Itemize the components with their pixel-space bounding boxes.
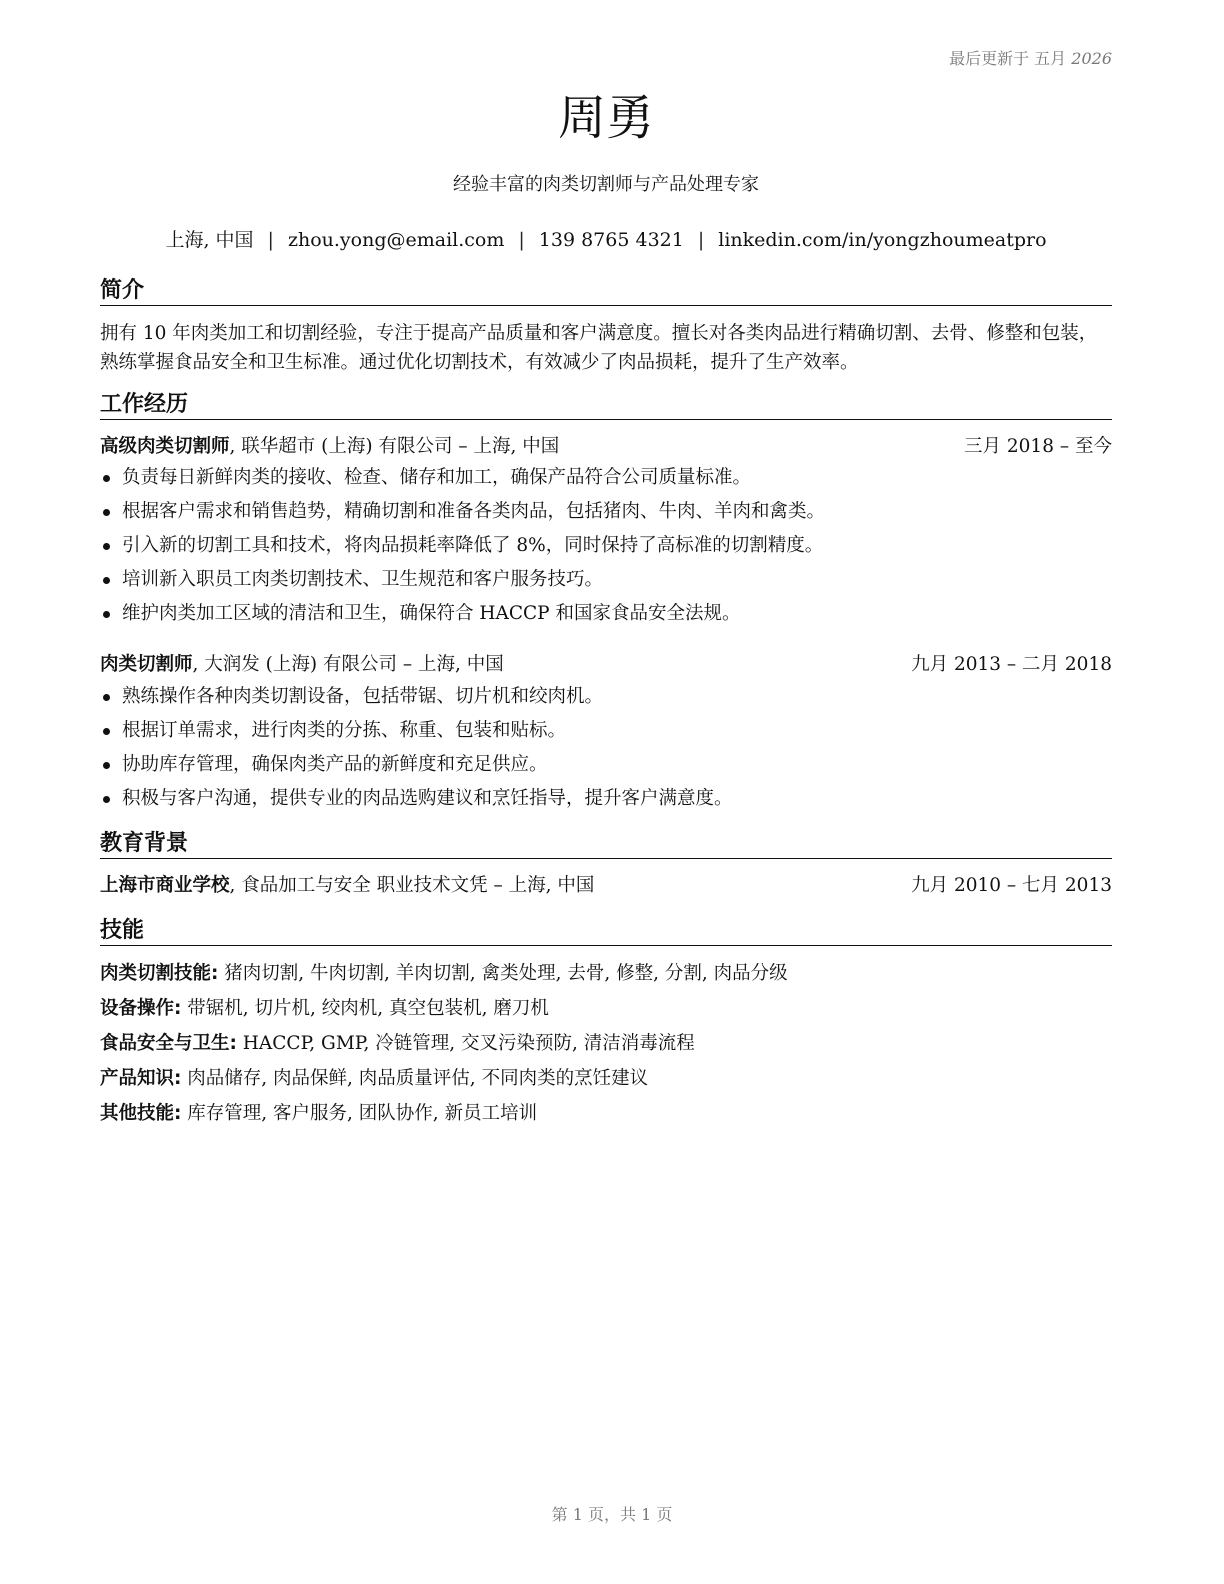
bullet-text: 培训新入职员工肉类切割技术、卫生规范和客户服务技巧。 <box>122 569 604 590</box>
job-bullets <box>100 461 1112 631</box>
skill-row <box>100 1096 1112 1131</box>
bullet-text: 维护肉类加工区域的清洁和卫生，确保符合 HACCP 和国家食品安全法规。 <box>122 603 741 624</box>
page-footer: 第 1 页，共 1 页 <box>551 1505 673 1524</box>
bullet-text: 协助库存管理，确保肉类产品的新鲜度和充足供应。 <box>122 754 548 775</box>
bullet-text: 熟练操作各种肉类切割设备，包括带锯、切片机和绞肉机。 <box>122 686 604 707</box>
bullet-icon <box>103 475 110 482</box>
section-title-summary: 简介 <box>100 277 1112 306</box>
education-dates: 九月 2010 – 七月 2013 <box>911 875 1112 896</box>
list-item <box>100 714 1112 748</box>
resume-page <box>100 0 1112 1584</box>
skill-label: 设备操作: <box>100 998 182 1019</box>
job-header <box>100 434 1112 460</box>
education-detail: , 食品加工与安全 职业技术文凭 – 上海, 中国 <box>229 875 595 896</box>
skill-value: 猪肉切割, 牛肉切割, 羊肉切割, 禽类处理, 去骨, 修整, 分割, 肉品分级 <box>218 963 788 984</box>
skill-row <box>100 1061 1112 1096</box>
skill-label: 其他技能: <box>100 1103 182 1124</box>
last-updated <box>949 46 1112 69</box>
contact-line <box>100 225 1112 252</box>
contact-location: 上海, 中国 <box>165 229 254 251</box>
last-updated-label: 最后更新于 五月 <box>949 49 1067 68</box>
job-header <box>100 652 1112 678</box>
job-detail: , 联华超市 (上海) 有限公司 – 上海, 中国 <box>229 436 560 457</box>
list-item <box>100 495 1112 529</box>
bullet-icon <box>103 509 110 516</box>
contact-email[interactable]: zhou.yong@email.com <box>287 229 505 251</box>
bullet-text: 根据订单需求，进行肉类的分拣、称重、包装和贴标。 <box>122 720 567 741</box>
skill-value: 库存管理, 客户服务, 团队协作, 新员工培训 <box>181 1103 538 1124</box>
contact-phone: 139 8765 4321 <box>538 229 684 251</box>
job-bullets <box>100 680 1112 816</box>
bullet-icon <box>103 611 110 618</box>
skill-label: 食品安全与卫生: <box>100 1033 237 1054</box>
job-detail: , 大润发 (上海) 有限公司 – 上海, 中国 <box>192 654 504 675</box>
list-item <box>100 680 1112 714</box>
bullet-icon <box>103 728 110 735</box>
separator: | <box>518 229 525 251</box>
bullet-text: 负责每日新鲜肉类的接收、检查、储存和加工，确保产品符合公司质量标准。 <box>122 467 752 488</box>
list-item <box>100 597 1112 631</box>
summary-text: 拥有 10 年肉类加工和切割经验，专注于提高产品质量和客户满意度。擅长对各类肉品进行精确切割、去骨、修整和包装，熟练掌握食品安全和卫生标准。通过优化切割技术，有效减少了肉品损耗，提升了生产效率。 <box>100 323 1098 373</box>
bullet-text: 根据客户需求和销售趋势，精确切割和准备各类肉品，包括猪肉、牛肉、羊肉和禽类。 <box>122 501 826 522</box>
bullet-text: 引入新的切割工具和技术，将肉品损耗率降低了 8%，同时保持了高标准的切割精度。 <box>122 535 824 556</box>
list-item <box>100 782 1112 816</box>
job-dates: 九月 2013 – 二月 2018 <box>911 654 1112 675</box>
list-item <box>100 563 1112 597</box>
bullet-text: 积极与客户沟通，提供专业的肉品选购建议和烹饪指导，提升客户满意度。 <box>122 788 733 809</box>
skill-value: 带锯机, 切片机, 绞肉机, 真空包装机, 磨刀机 <box>181 998 549 1019</box>
list-item <box>100 461 1112 495</box>
contact-linkedin[interactable]: linkedin.com/in/yongzhoumeatpro <box>718 229 1047 251</box>
person-name: 周勇 <box>557 90 654 146</box>
bullet-icon <box>103 762 110 769</box>
skill-label: 产品知识: <box>100 1068 182 1089</box>
section-title-skills: 技能 <box>100 917 1112 946</box>
skill-value: 肉品储存, 肉品保鲜, 肉品质量评估, 不同肉类的烹饪建议 <box>181 1068 649 1089</box>
skill-row <box>100 956 1112 991</box>
bullet-icon <box>103 796 110 803</box>
separator: | <box>697 229 705 251</box>
job-role: 肉类切割师 <box>100 654 193 675</box>
separator: | <box>267 229 274 251</box>
list-item <box>100 529 1112 563</box>
skill-row <box>100 991 1112 1026</box>
list-item <box>100 748 1112 782</box>
bullet-icon <box>103 543 110 550</box>
skill-value: HACCP, GMP, 冷链管理, 交叉污染预防, 清洁消毒流程 <box>236 1033 695 1054</box>
section-title-experience: 工作经历 <box>100 391 1112 420</box>
school-name: 上海市商业学校 <box>100 875 230 896</box>
skills-list <box>100 956 1112 1131</box>
bullet-icon <box>103 577 110 584</box>
job-dates: 三月 2018 – 至今 <box>964 436 1112 457</box>
section-title-education: 教育背景 <box>100 830 1112 859</box>
last-updated-year: 2026 <box>1071 49 1112 68</box>
skill-row <box>100 1026 1112 1061</box>
headline: 经验丰富的肉类切割师与产品处理专家 <box>453 174 759 195</box>
job-role: 高级肉类切割师 <box>100 436 230 457</box>
skill-label: 肉类切割技能: <box>100 963 219 984</box>
education-header <box>100 873 1112 899</box>
bullet-icon <box>103 694 110 701</box>
